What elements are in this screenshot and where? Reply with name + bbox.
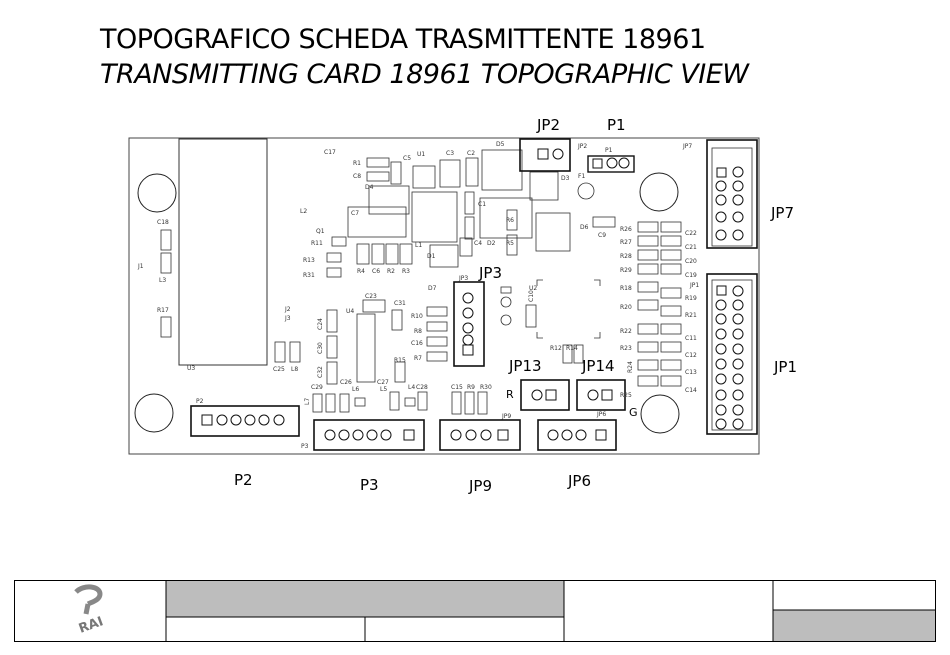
svg-text:R30: R30 [480,384,492,391]
label-jp2: JP2 [537,116,561,134]
svg-text:D3: D3 [561,175,570,182]
svg-text:C1: C1 [478,201,487,208]
title-english: TRANSMITTING CARD 18961 TOPOGRAPHIC VIEW [100,59,749,90]
svg-text:R8: R8 [414,328,422,335]
svg-text:L4: L4 [408,384,416,391]
svg-text:J1: J1 [138,263,144,270]
connector-p3 [314,420,424,450]
svg-text:R9: R9 [467,384,475,391]
svg-text:P1: P1 [605,147,613,154]
svg-text:D6: D6 [580,224,589,231]
connector-jp13 [521,380,569,410]
silk-r24: R24 [627,361,634,373]
svg-text:C5: C5 [403,155,412,162]
svg-text:D4: D4 [365,184,374,191]
svg-text:Q1: Q1 [316,228,325,235]
svg-text:R1: R1 [353,160,361,167]
svg-text:R23: R23 [620,345,632,352]
label-p2: P2 [234,471,253,489]
silk-c32: C32 [317,366,324,378]
svg-text:R11: R11 [311,240,323,247]
svg-text:D2: D2 [487,240,496,247]
svg-text:C31: C31 [394,300,406,307]
mounting-hole [641,395,679,433]
mounting-hole [135,394,173,432]
title-field-shaded [166,581,564,617]
label-jp14: JP14 [582,357,615,375]
svg-text:C19: C19 [685,272,697,279]
svg-text:L1: L1 [415,242,423,249]
svg-text:R22: R22 [620,328,632,335]
label-jp9: JP9 [469,477,493,495]
silk-c30: C30 [317,342,324,354]
svg-text:C20: C20 [685,258,697,265]
svg-text:R2: R2 [387,268,395,275]
svg-text:R29: R29 [620,267,632,274]
svg-text:C15: C15 [451,384,463,391]
label-jp7: JP7 [771,204,795,222]
svg-text:R4: R4 [357,268,365,275]
svg-text:R25: R25 [620,392,632,399]
svg-text:R20: R20 [620,304,632,311]
connector-jp14 [577,380,625,410]
label-r: R [506,388,514,401]
silk-c24: C24 [317,318,324,330]
svg-text:C25: C25 [273,366,285,373]
svg-text:C9: C9 [598,232,607,239]
svg-text:C22: C22 [685,230,697,237]
svg-text:JP9: JP9 [502,413,512,420]
svg-text:C18: C18 [157,219,169,226]
svg-text:F1: F1 [578,173,586,180]
svg-text:C12: C12 [685,352,697,359]
svg-text:U2: U2 [529,285,538,292]
label-jp1: JP1 [774,358,798,376]
connector-jp6 [538,420,616,450]
silk-c10: C10 [528,290,535,302]
svg-text:R14: R14 [566,345,578,352]
svg-text:D5: D5 [496,141,505,148]
svg-text:RAI: RAI [76,614,106,637]
svg-text:R6: R6 [506,217,514,224]
revision-field-shaded [773,610,935,641]
label-jp13: JP13 [509,357,542,375]
svg-text:JP3: JP3 [459,275,469,282]
svg-text:C14: C14 [685,387,697,394]
svg-text:R7: R7 [414,355,422,362]
svg-text:C29: C29 [311,384,323,391]
svg-text:P2: P2 [196,398,204,405]
svg-text:R5: R5 [506,240,514,247]
drawing-title-block [14,580,936,642]
label-jp3: JP3 [479,264,503,282]
svg-text:C7: C7 [351,210,360,217]
module-u3 [179,139,267,365]
silk-l7: L7 [304,397,311,405]
connector-jp3 [454,282,484,366]
svg-text:L3: L3 [159,277,167,284]
svg-text:U4: U4 [346,308,355,315]
label-jp6: JP6 [568,472,592,490]
svg-text:JP1: JP1 [690,282,700,289]
svg-text:C26: C26 [340,379,352,386]
svg-text:R21: R21 [685,312,697,319]
svg-text:U1: U1 [417,151,426,158]
svg-text:R10: R10 [411,313,423,320]
svg-text:P3: P3 [301,443,309,450]
title-italian: TOPOGRAFICO SCHEDA TRASMITTENTE 18961 [100,24,706,55]
svg-text:R13: R13 [303,257,315,264]
svg-text:L6: L6 [352,386,360,393]
svg-text:C3: C3 [446,150,455,157]
svg-text:L5: L5 [380,386,388,393]
svg-text:R19: R19 [685,295,697,302]
svg-text:C16: C16 [411,340,423,347]
svg-text:L2: L2 [300,208,308,215]
svg-text:R28: R28 [620,253,632,260]
svg-text:R3: R3 [402,268,410,275]
mounting-hole [640,173,678,211]
svg-text:C27: C27 [377,379,389,386]
svg-text:C11: C11 [685,335,697,342]
svg-text:C21: C21 [685,244,697,251]
svg-text:R26: R26 [620,226,632,233]
connector-jp7 [707,140,757,248]
connector-jp1 [707,274,757,434]
svg-text:D7: D7 [428,285,437,292]
svg-text:L8: L8 [291,366,299,373]
svg-text:C6: C6 [372,268,381,275]
label-g: G [629,406,638,419]
svg-text:C2: C2 [467,150,476,157]
svg-text:R27: R27 [620,239,632,246]
svg-text:R15: R15 [394,357,406,364]
svg-text:J2: J2 [285,306,291,313]
svg-text:R31: R31 [303,272,315,279]
svg-text:C17: C17 [324,149,336,156]
label-p3: P3 [360,476,379,494]
svg-text:J3: J3 [285,315,291,322]
svg-text:JP7: JP7 [683,143,693,150]
mounting-hole [138,174,176,212]
svg-text:C8: C8 [353,173,362,180]
svg-text:U3: U3 [187,365,196,372]
svg-text:R12: R12 [550,345,562,352]
svg-text:R17: R17 [157,307,169,314]
svg-text:C23: C23 [365,293,377,300]
svg-text:JP2: JP2 [578,143,588,150]
svg-text:C28: C28 [416,384,428,391]
svg-text:R18: R18 [620,285,632,292]
svg-text:C4: C4 [474,240,483,247]
svg-text:D1: D1 [427,253,436,260]
svg-text:JP6: JP6 [597,411,607,418]
label-p1: P1 [607,116,626,134]
svg-text:C13: C13 [685,369,697,376]
